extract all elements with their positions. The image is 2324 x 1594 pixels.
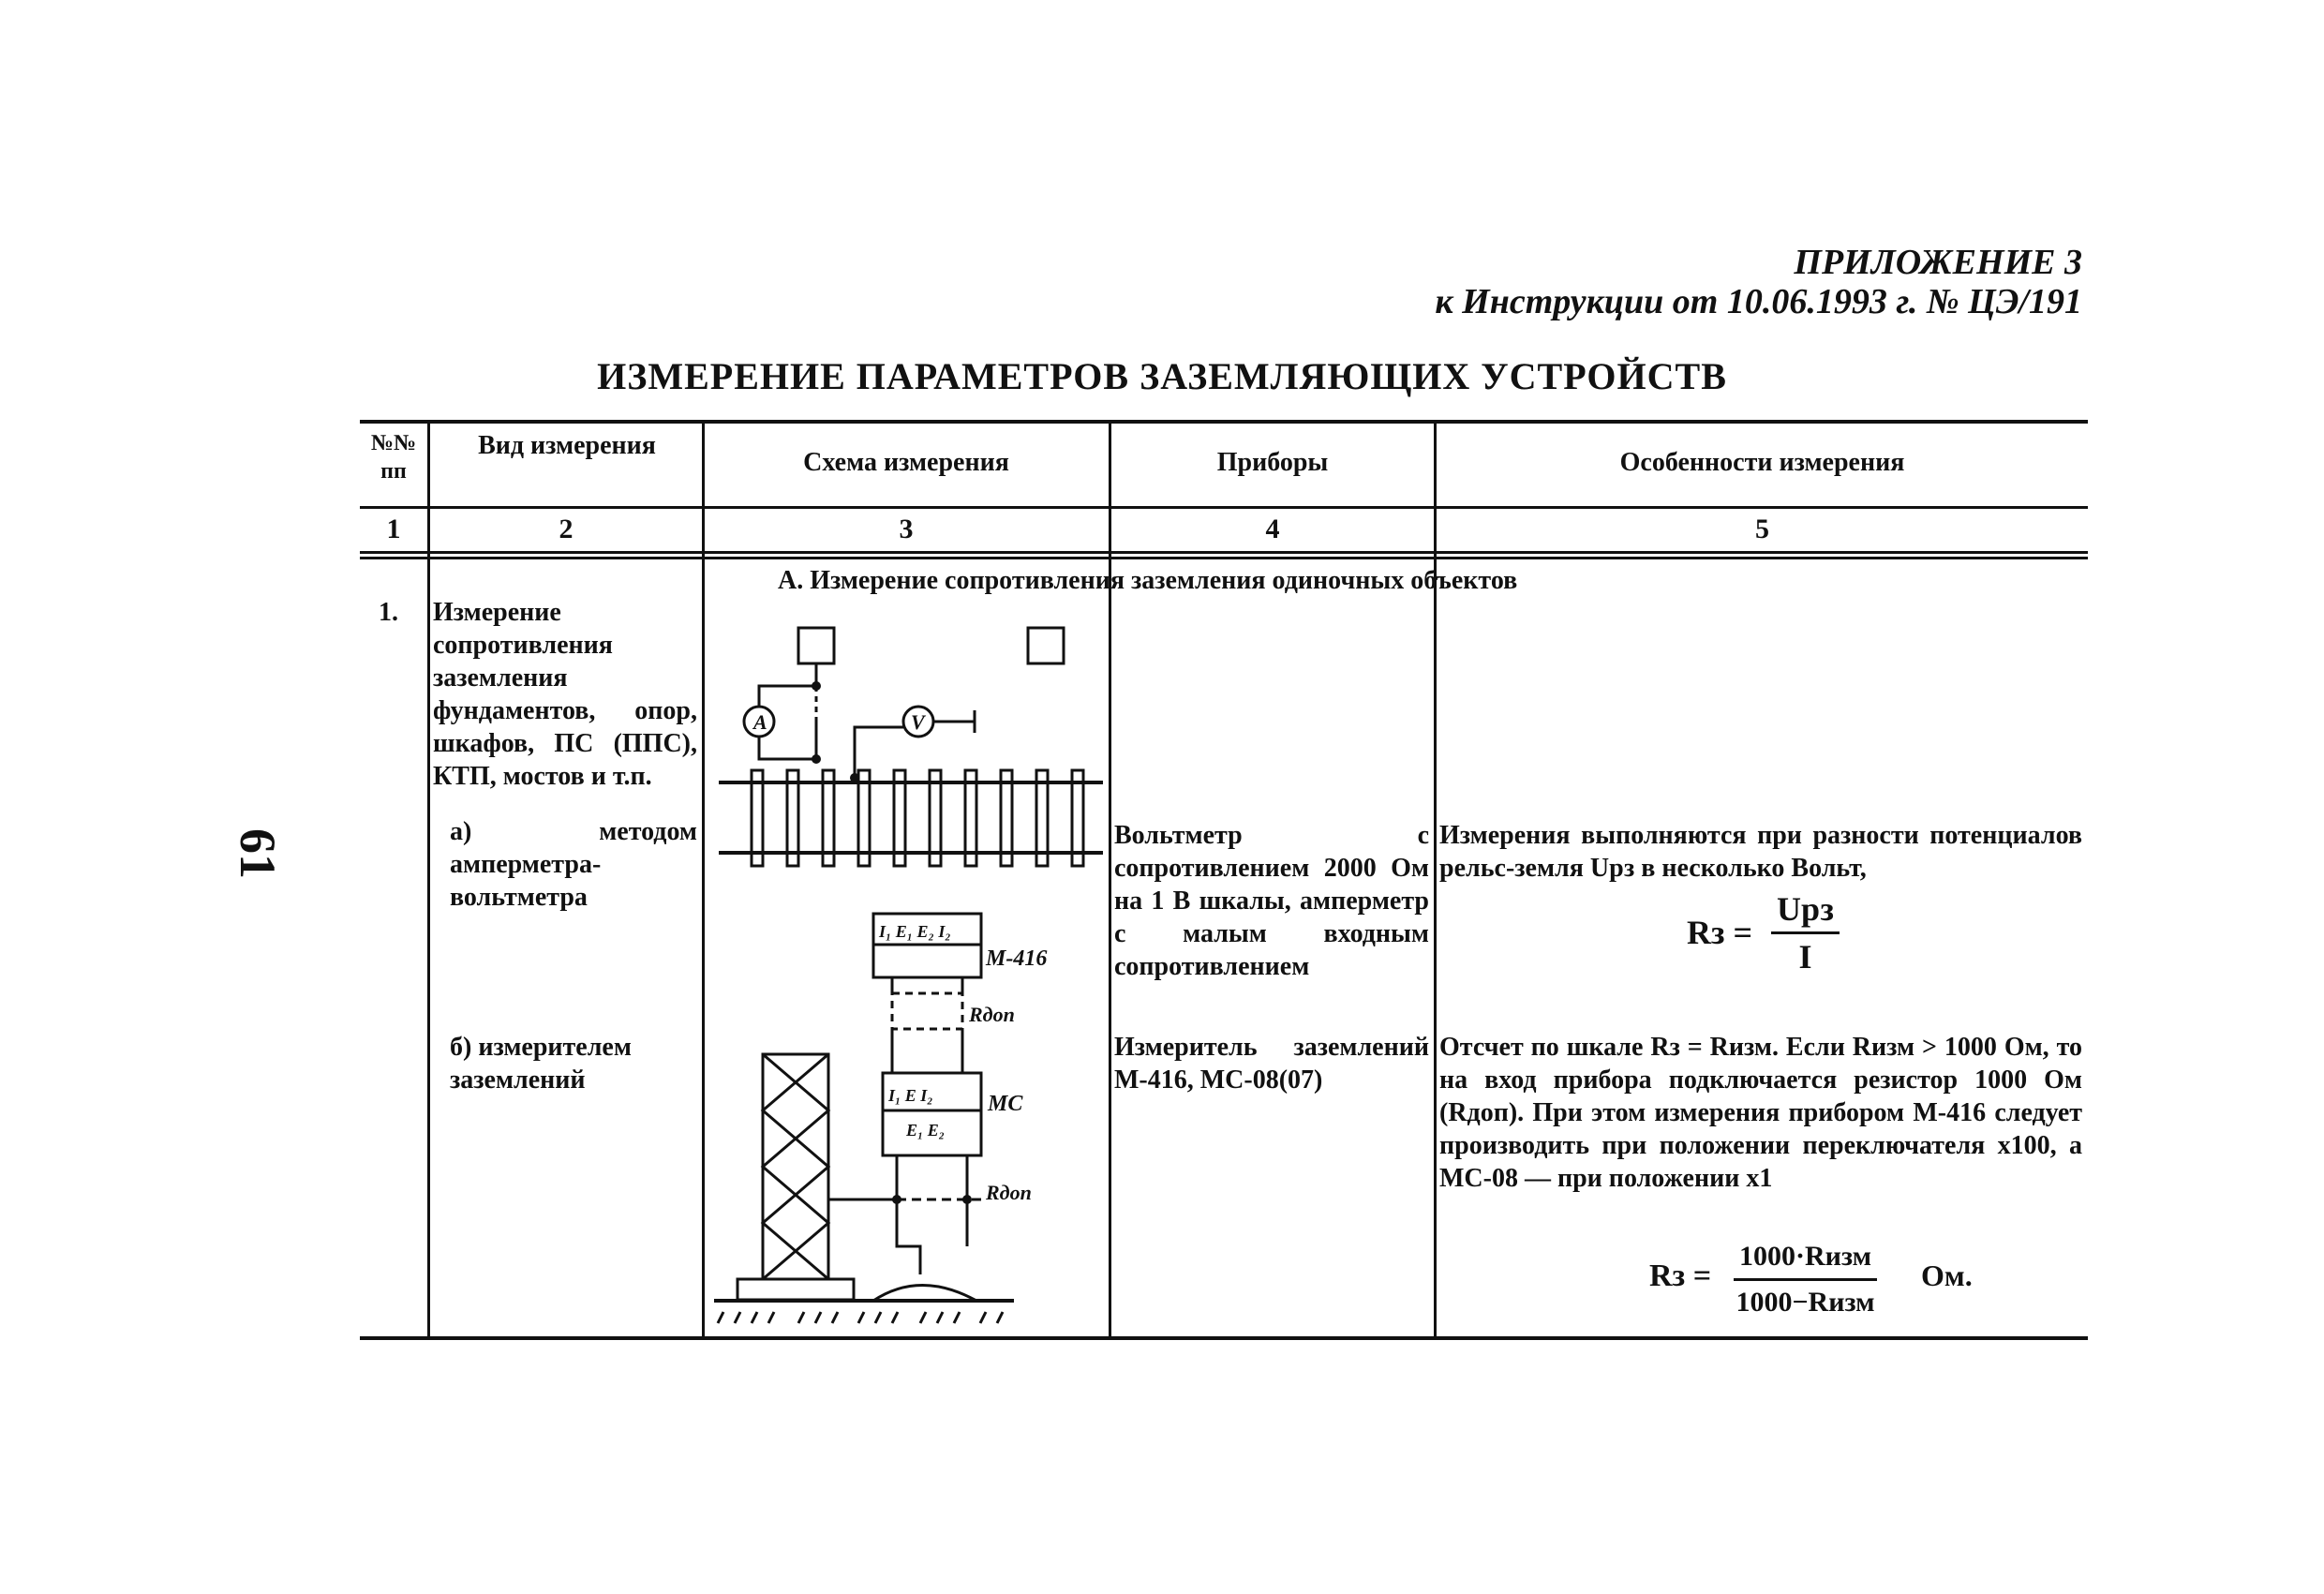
header-scheme: Схема измерения [803,448,1009,477]
table-top-rule [360,420,2088,424]
mc-leads-top [892,1029,962,1073]
colnum-4: 4 [1265,514,1280,544]
devices-b: Измеритель заземлений М-416, МС-08(07) [1114,1033,1429,1095]
formula-a-lhs: Rз = [1687,914,1752,951]
ground-leads [897,1199,967,1274]
ground-hatching [718,1312,1003,1323]
header-devices: Приборы [1216,448,1329,477]
row-kind-b: б) измерителем заземлений [450,1033,632,1095]
radd-2-label: Rдоп [986,1181,1032,1204]
page-number: 61 [230,828,286,879]
mc-terminals-top: I₁ E I₂ [888,1086,933,1105]
header-number: №№ пп [370,431,417,484]
formula-a-denominator: I [1798,938,1812,976]
ammeter-label: A [753,710,767,734]
row-kind-a: а) методом амперметра-вольтметра [450,817,697,912]
measurement-scheme [705,600,1108,1331]
colnum-3: 3 [899,514,914,544]
table-bottom-rule [360,1336,2088,1340]
mc-label: МС [988,1092,1023,1116]
col-divider-3 [1109,420,1111,1338]
scheme-junction-dots [812,681,972,1204]
colnum-2: 2 [559,514,574,544]
section-heading: А. Измерение сопротивления заземления одиночных объектов [778,566,1518,595]
ammeter-wire-top [759,663,816,707]
m416-label: М-416 [986,946,1048,971]
tower [763,1054,828,1279]
mc-terminals-mid: E₁ E₂ [906,1121,946,1140]
tower-foundation [737,1279,854,1300]
tower-lattice [763,1054,828,1279]
formula-b-fraction [1734,1235,1877,1324]
formula-b-lhs: Rз = [1649,1259,1712,1293]
header-rule [360,506,2088,509]
object-box-1 [798,628,834,663]
formula-b-unit: Ом. [1921,1259,1973,1292]
notes-b: Отсчет по шкале Rз = Rизм. Если Rизм > 1000 Ом, то на вход прибора подключается резистор 1000 Ом (Rдоп). При этом измерения прибором М-416 следует производить при положении переключателя x100, а МС-08 — при положении x1 [1439,1033,2082,1193]
voltmeter-probe [933,710,975,733]
radd-1-box [892,993,962,1029]
colnum-rule [360,551,2088,554]
mc-leads-bottom [897,1155,967,1199]
m416-leads [892,977,962,993]
ammeter-wire-bottom [759,722,816,759]
header-notes: Особенности измерения [1619,448,1905,477]
header-kind: Вид измерения [478,431,656,460]
formula-b-denominator: 1000−Rизм [1736,1287,1875,1318]
radd-1-label: Rдоп [969,1003,1015,1026]
appendix-reference: к Инструкции от 10.06.1993 г. № ЦЭ/191 [1435,282,2082,321]
m416-terminals: I₁ E₁ E₂ I₂ [879,922,951,941]
ground-mound [873,1286,976,1302]
notes-a: Измерения выполняются при разности потенциалов рельс-земля Uрз в несколько Вольт, [1439,821,2082,883]
devices-a: Вольтметр с сопротивлением 2000 Ом на 1 В шкалы, амперметр с малым входным сопротивлением [1114,821,1429,981]
formula-b-numerator: 1000·Rизм [1734,1235,1877,1281]
col-divider-1 [427,420,430,1338]
col-divider-4 [1434,420,1437,1338]
appendix-title: ПРИЛОЖЕНИЕ 3 [1794,243,2082,282]
colnum-5: 5 [1755,514,1769,544]
colnum-1: 1 [386,514,401,544]
formula-a-numerator: Uрз [1771,886,1840,934]
voltmeter-label: V [911,710,925,734]
row-number: 1. [379,598,398,627]
formula-a-fraction [1771,886,1840,979]
object-box-2 [1028,628,1064,663]
row-kind: Измерение сопротивления заземления фундаментов, опор, шкафов, ПС (ППС), КТП, мостов и т.п. [433,598,697,791]
page-title: ИЗМЕРЕНИЕ ПАРАМЕТРОВ ЗАЗЕМЛЯЮЩИХ УСТРОЙСТВ [597,355,1727,397]
colnum-rule-2 [360,557,2088,559]
